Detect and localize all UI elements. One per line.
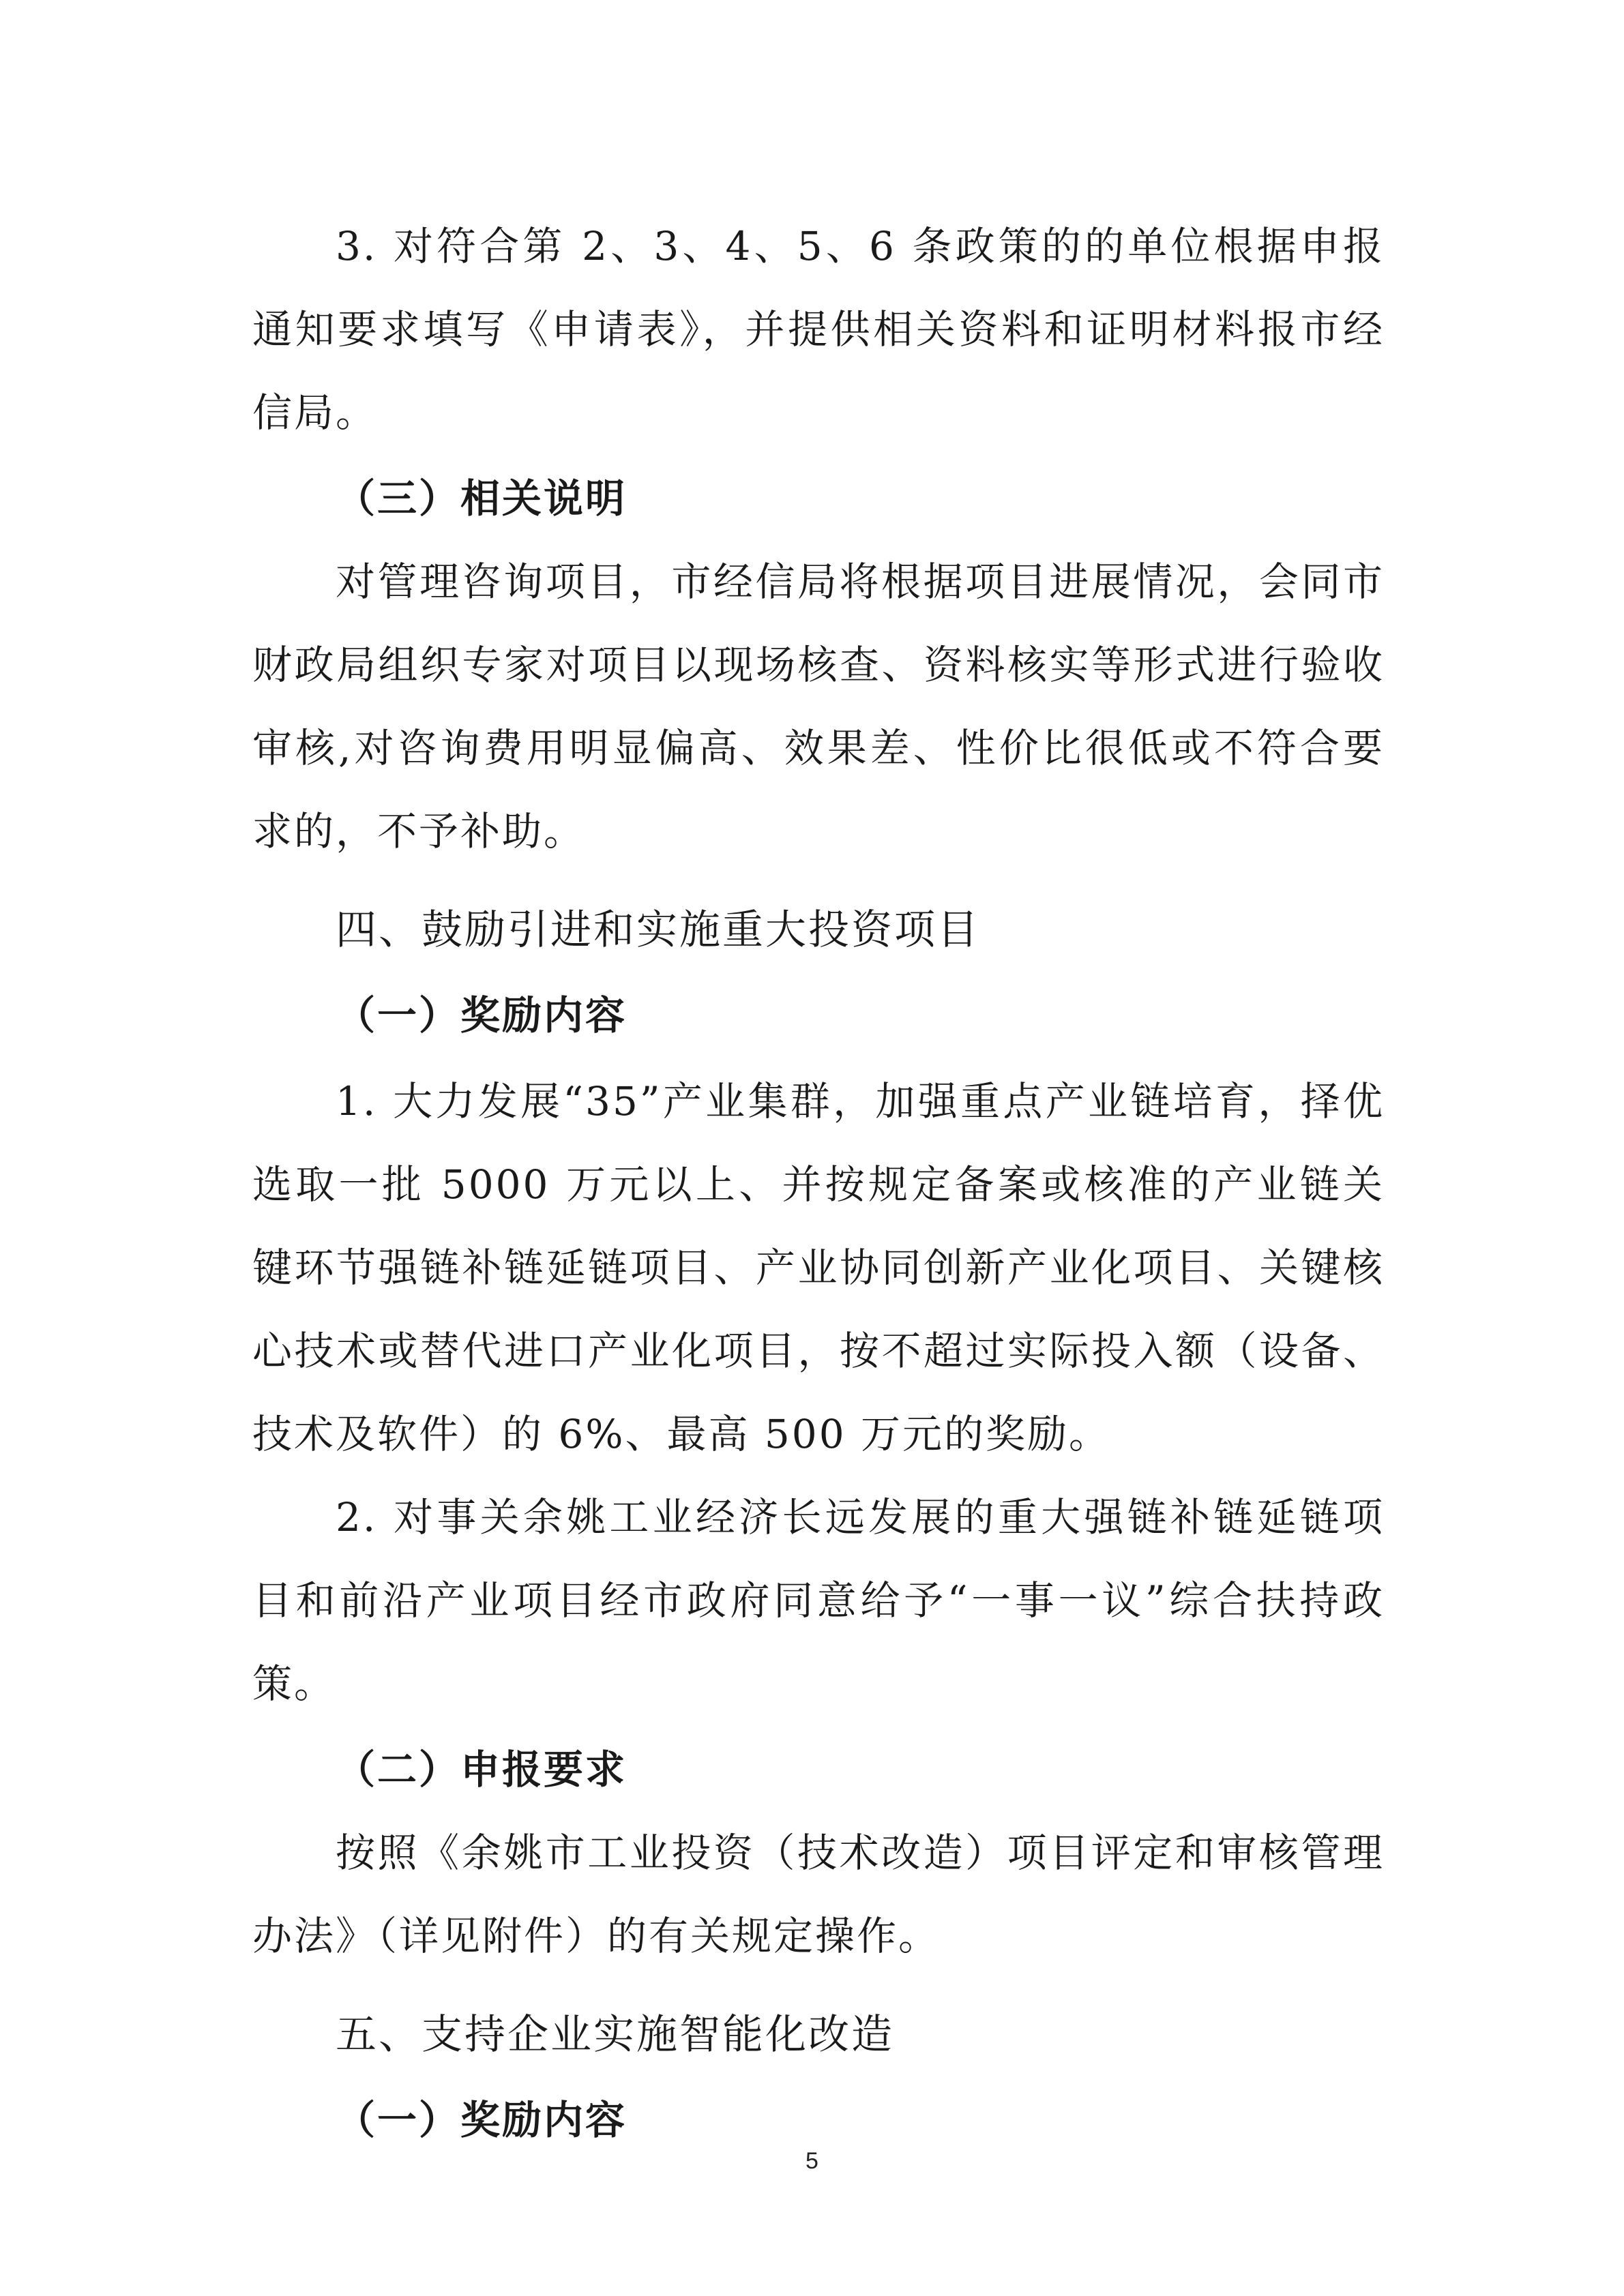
section-subheading-reward-content-2: （一）奖励内容	[336, 2097, 628, 2143]
page-number: 5	[806, 2148, 818, 2174]
section-subheading-application: （二）申报要求	[336, 1746, 628, 1793]
paragraph-item-2: 2. 对事关余姚工业经济长远发展的重大强链补链延链项目和前沿产业项目经市政府同意给予“一事一议”综合扶持政策。	[252, 1494, 1385, 1707]
paragraph-item-1: 1. 大力发展“35”产业集群，加强重点产业链培育，择优选取一批 5000 万元以上、并按规定备案或核准的产业链关键环节强链补链延链项目、产业协同创新产业化项目、关键核心技术或替代进口产业化项目，按不超过实际投入额（设备、技术及软件）的 6%、最高 500 万元的奖励。	[252, 1078, 1385, 1457]
section-subheading-reward-content: （一）奖励内容	[336, 992, 628, 1039]
paragraph-notes: 对管理咨询项目，市经信局将根据项目进展情况，会同市财政局组织专家对项目以现场核查、资料核实等形式进行验收审核,对咨询费用明显偏高、效果差、性价比很低或不符合要求的，不予补助。	[252, 558, 1385, 854]
section-subheading-related-notes: （三）相关说明	[336, 475, 628, 522]
paragraph-application: 按照《余姚市工业投资（技术改造）项目评定和审核管理办法》（详见附件）的有关规定操作。	[252, 1830, 1385, 1959]
section-heading-5: 五、支持企业实施智能化改造	[336, 2011, 894, 2059]
paragraph-item-3: 3. 对符合第 2、3、4、5、6 条政策的的单位根据申报通知要求填写《申请表》，并提供相关资料和证明材料报市经信局。	[252, 223, 1385, 436]
document-body	[252, 205, 1385, 2162]
section-heading-4: 四、鼓励引进和实施重大投资项目	[336, 906, 980, 954]
